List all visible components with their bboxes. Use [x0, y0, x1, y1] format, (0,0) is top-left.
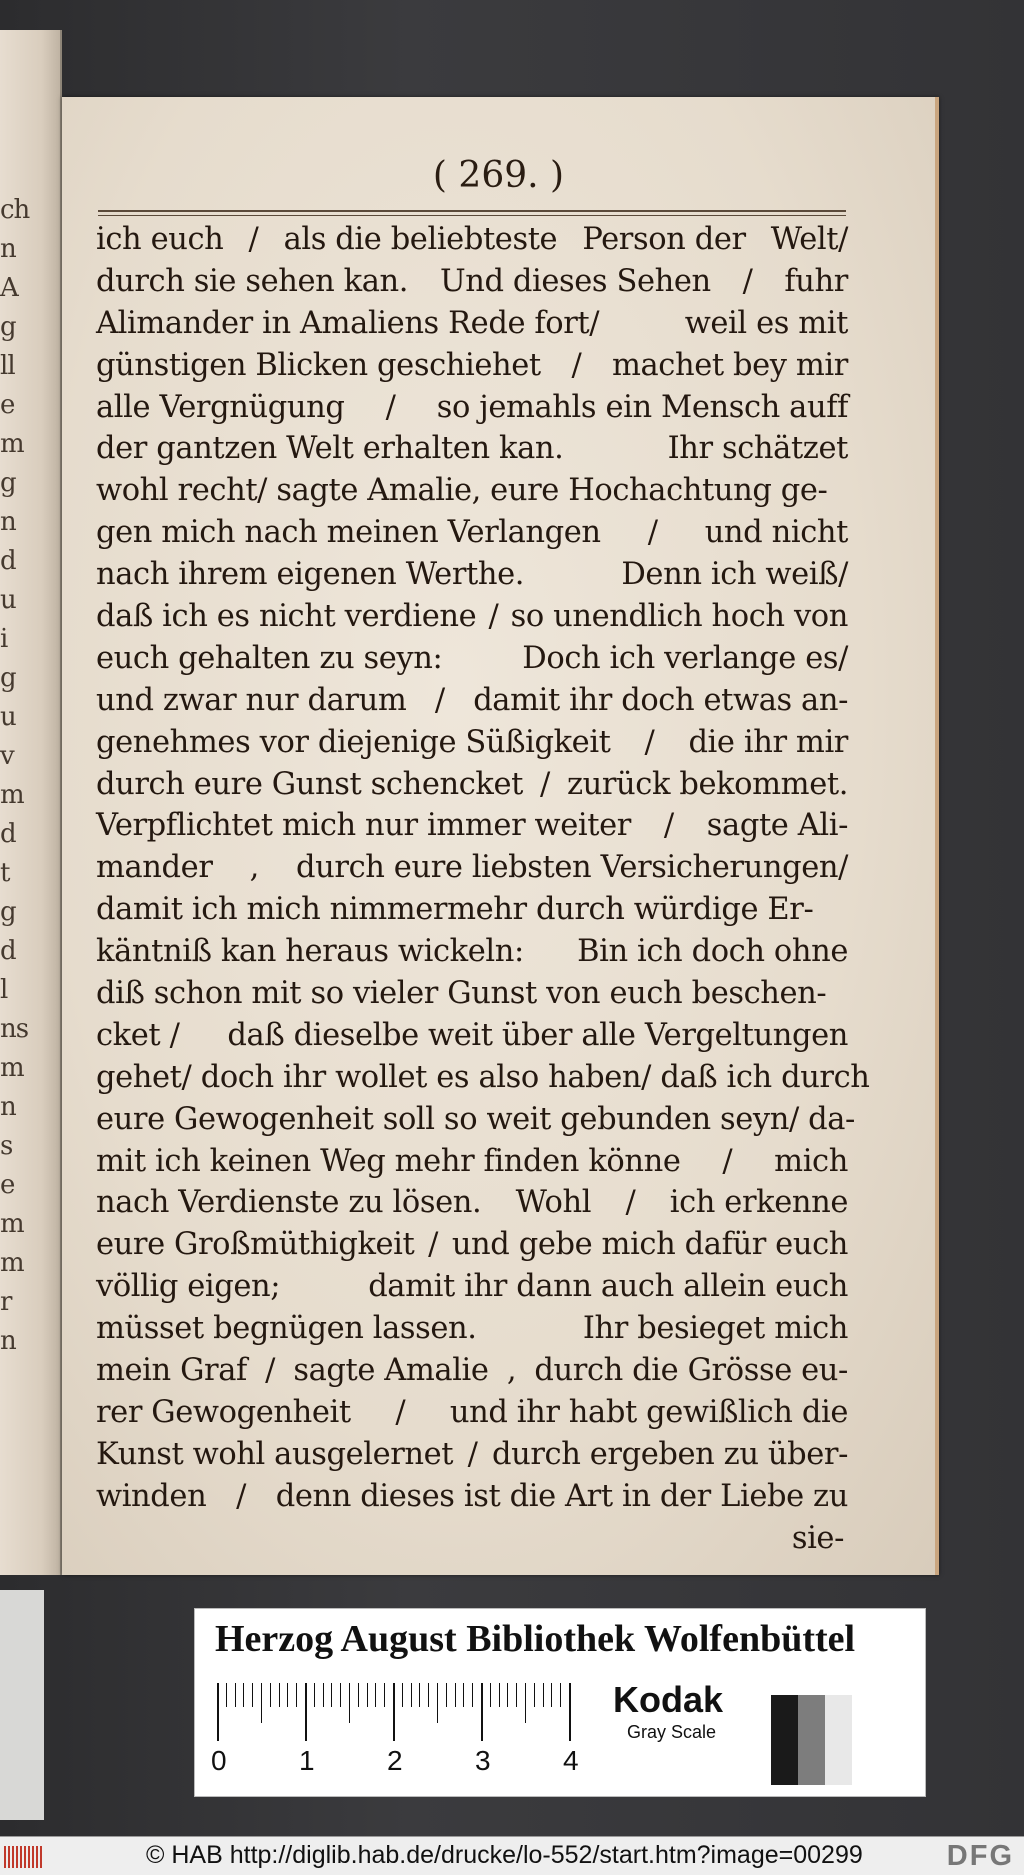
text-segment: winden	[96, 1478, 207, 1514]
text-segment: ich erkenne	[669, 1185, 848, 1221]
text-segment: ich euch	[96, 222, 224, 257]
gray-patch	[825, 1695, 852, 1785]
text-segment: durch sie sehen kan.	[96, 263, 409, 299]
text-line	[96, 638, 848, 680]
text-segment: daß dieselbe weit über alle Vergeltungen	[227, 1017, 848, 1053]
text-segment: /	[571, 347, 582, 383]
text-line	[96, 1015, 848, 1057]
text-segment: und zwar nur darum	[96, 682, 407, 718]
gray-scale-patches	[771, 1695, 852, 1785]
text-segment: durch die Grösse eu-	[534, 1353, 848, 1389]
text-segment: Person der	[582, 222, 746, 257]
text-segment: rer Gewogenheit	[96, 1394, 351, 1430]
ruler-tick	[463, 1683, 464, 1707]
text-segment: und gebe mich dafür euch	[451, 1227, 848, 1263]
page-text	[96, 219, 870, 1560]
text-segment: /	[385, 389, 396, 425]
header-rule	[98, 210, 846, 212]
ruler-tick	[340, 1683, 341, 1707]
text-segment: /	[428, 1227, 439, 1263]
text-segment: müsset begnügen lassen.	[96, 1311, 477, 1347]
text-segment: zurück bekommet.	[566, 766, 848, 802]
previous-page-text-fragment: ns	[0, 1014, 29, 1044]
text-segment: /	[248, 222, 259, 257]
previous-page-text-fragment: A	[0, 273, 18, 303]
text-segment: /	[488, 599, 499, 635]
previous-page-text-fragment: v	[0, 741, 14, 771]
text-segment: Doch ich verlange es/	[522, 640, 848, 676]
text-segment: Und dieses Sehen	[439, 263, 711, 299]
previous-page-text-fragment: m	[0, 1209, 24, 1239]
text-line	[96, 1434, 848, 1476]
text-line	[96, 596, 848, 638]
text-segment: wohl recht/ sagte Amalie, eure Hochachtung ge-	[96, 473, 828, 509]
text-segment: /	[265, 1353, 276, 1389]
ruler-tick	[411, 1683, 412, 1707]
text-segment: Kunst wohl ausgelernet	[96, 1436, 454, 1472]
text-segment: sagte Amalie	[293, 1353, 489, 1389]
text-line	[96, 889, 848, 931]
text-segment: genehmes vor diejenige Süßigkeit	[96, 724, 611, 760]
ruler-tick	[331, 1683, 332, 1707]
ruler-tick	[367, 1683, 368, 1707]
text-segment: /	[236, 1478, 246, 1514]
previous-page-text-fragment: n	[0, 507, 16, 537]
ruler-tick	[217, 1683, 219, 1741]
text-segment: cket /	[96, 1017, 180, 1053]
book-page	[62, 97, 939, 1575]
header-rule-thin	[98, 215, 846, 216]
text-segment: Ihr schätzet	[667, 431, 848, 467]
text-segment: /	[663, 808, 674, 844]
previous-page-text-fragment: m	[0, 429, 24, 459]
ruler-tick	[279, 1683, 280, 1707]
ruler-tick	[499, 1683, 500, 1707]
text-line	[96, 931, 848, 973]
text-segment: Welt/	[770, 222, 848, 257]
scale-ruler	[217, 1683, 587, 1743]
previous-page-text-fragment: l	[0, 975, 8, 1005]
previous-page-text-fragment: n	[0, 234, 16, 264]
previous-page-text-fragment: e	[0, 1170, 15, 1200]
footer-bar	[0, 1836, 1024, 1875]
text-segment: Bin ich doch ohne	[577, 934, 848, 970]
ruler-tick	[481, 1683, 483, 1741]
text-line	[96, 1182, 848, 1224]
ruler-tick	[375, 1683, 376, 1707]
text-line	[96, 428, 848, 470]
text-segment: und nicht	[704, 515, 848, 551]
text-segment: /	[540, 766, 550, 802]
text-line	[96, 1266, 848, 1308]
text-segment: eure Großmüthigkeit	[96, 1227, 415, 1263]
text-segment: nach Verdienste zu lösen.	[96, 1185, 482, 1221]
text-segment: so jemahls ein Mensch auff	[436, 389, 848, 425]
gray-patch	[798, 1695, 825, 1785]
ruler-tick	[323, 1683, 324, 1707]
text-line	[96, 1392, 848, 1434]
text-line	[96, 680, 848, 722]
text-line	[96, 764, 848, 806]
text-line	[96, 1224, 848, 1266]
previous-page-text-fragment: m	[0, 1248, 24, 1278]
gray-patch	[771, 1695, 798, 1785]
dfg-logo: DFG	[946, 1840, 1014, 1872]
text-segment: ,	[506, 1353, 517, 1389]
text-segment: diß schon mit so vieler Gunst von euch beschen-	[96, 976, 827, 1012]
catchword-line	[96, 1518, 848, 1560]
previous-page-text-fragment: n	[0, 1092, 16, 1122]
ruler-tick	[490, 1683, 491, 1707]
text-segment: eure Gewogenheit soll so weit gebunden seyn/ da-	[96, 1101, 855, 1137]
previous-page-text-fragment: ch	[0, 195, 30, 225]
previous-page-text-fragment: d	[0, 546, 16, 576]
text-line	[96, 1141, 848, 1183]
text-line	[96, 387, 848, 429]
previous-page-text-fragment: d	[0, 819, 16, 849]
previous-page-text-fragment: n	[0, 1326, 16, 1356]
text-line	[96, 303, 848, 345]
text-segment: /	[647, 515, 658, 551]
ruler-tick	[551, 1683, 552, 1707]
text-segment: damit ihr doch etwas an-	[473, 682, 848, 718]
ruler-tick	[569, 1683, 571, 1741]
previous-page-text-fragment: g	[0, 468, 16, 498]
ruler-tick	[472, 1683, 473, 1707]
ruler-tick	[419, 1683, 420, 1707]
previous-page-text-fragment: m	[0, 1053, 24, 1083]
text-line	[96, 512, 848, 554]
text-line	[96, 1057, 870, 1099]
previous-page-text-fragment: m	[0, 780, 24, 810]
previous-page-text-fragment: e	[0, 390, 15, 420]
ruler-tick	[305, 1683, 307, 1741]
ruler-tick	[261, 1683, 262, 1723]
catchword: sie-	[791, 1520, 844, 1556]
text-line	[96, 1350, 848, 1392]
text-segment: /	[467, 1436, 478, 1472]
ruler-tick	[270, 1683, 271, 1707]
previous-page-text-fragment: ll	[0, 351, 15, 381]
ruler-tick	[516, 1683, 517, 1707]
text-segment: so unendlich hoch von	[510, 599, 848, 635]
kodak-brand: Kodak	[613, 1679, 724, 1720]
previous-page-text-fragment: g	[0, 897, 16, 927]
text-segment: /	[395, 1394, 406, 1430]
text-segment: /	[742, 263, 753, 299]
previous-page-text-fragment: i	[0, 624, 8, 654]
source-link[interactable]: © HAB http://diglib.hab.de/drucke/lo-552/start.htm?image=00299	[146, 1841, 863, 1869]
gray-scale-label: Gray Scale	[627, 1722, 717, 1742]
ruler-tick	[437, 1683, 438, 1723]
text-segment: /	[722, 1143, 733, 1179]
text-segment: machet bey mir	[611, 347, 848, 383]
ruler-tick	[534, 1683, 535, 1707]
previous-page-text-fragment: d	[0, 936, 16, 966]
text-segment: /	[434, 682, 445, 718]
text-line	[96, 805, 848, 847]
text-segment: Denn ich weiß/	[621, 557, 848, 593]
text-segment: damit ihr dann auch allein euch	[368, 1269, 848, 1305]
library-name: Herzog August Bibliothek Wolfenbüttel	[215, 1618, 856, 1660]
text-segment: Alimander in Amaliens Rede fort/	[96, 305, 600, 341]
ruler-tick	[314, 1683, 315, 1707]
text-segment: durch eure Gunst schencket	[96, 766, 523, 802]
text-segment: günstigen Blicken geschiehet	[96, 347, 541, 383]
ruler-number: 3	[475, 1745, 491, 1776]
ruler-tick	[428, 1683, 429, 1707]
previous-page-text-fragment: u	[0, 585, 16, 615]
text-segment: mander	[96, 850, 213, 886]
text-segment: fuhr	[784, 263, 848, 299]
hab-logo-icon	[4, 1846, 44, 1868]
text-segment: alle Vergnügung	[96, 389, 345, 425]
text-segment: und ihr habt gewißlich die	[449, 1394, 848, 1430]
text-line	[96, 554, 848, 596]
previous-page-text-fragment: u	[0, 702, 16, 732]
text-segment: durch ergeben zu über-	[491, 1436, 848, 1472]
color-calibration-card	[194, 1608, 926, 1797]
page-number: ( 269. )	[432, 155, 565, 196]
text-segment: weil es mit	[684, 305, 848, 341]
previous-page-text-fragment: s	[0, 1131, 13, 1161]
text-segment: ,	[249, 850, 259, 886]
text-segment: Verpflichtet mich nur immer weiter	[96, 808, 631, 844]
ruler-number: 0	[211, 1745, 227, 1776]
text-segment: durch eure liebsten Versicherungen/	[296, 850, 848, 886]
text-segment: damit ich mich nimmermehr durch würdige Er-	[96, 892, 814, 928]
text-segment: gehet/ doch ihr wollet es also haben/ daß ich durch	[96, 1059, 870, 1095]
text-line	[96, 1308, 848, 1350]
ruler-tick	[402, 1683, 403, 1707]
previous-page-text-fragment: g	[0, 663, 16, 693]
text-line	[96, 261, 848, 303]
text-line	[96, 1099, 855, 1141]
text-segment: als die beliebteste	[283, 222, 558, 257]
text-line	[96, 722, 848, 764]
ruler-number: 4	[563, 1745, 579, 1776]
ruler-tick	[243, 1683, 244, 1707]
ruler-tick	[560, 1683, 561, 1707]
ruler-tick	[507, 1683, 508, 1707]
ruler-tick	[252, 1683, 253, 1707]
text-segment: denn dieses ist die Art in der Liebe zu	[275, 1478, 848, 1514]
ruler-tick	[235, 1683, 236, 1707]
text-line	[96, 847, 848, 889]
ruler-tick	[287, 1683, 288, 1707]
text-segment: Wohl	[515, 1185, 592, 1221]
left-edge-strip	[0, 1590, 44, 1820]
ruler-tick	[543, 1683, 544, 1707]
text-segment: mich	[774, 1143, 848, 1179]
text-segment: käntniß kan heraus wickeln:	[96, 934, 524, 970]
ruler-tick	[349, 1683, 350, 1723]
text-segment: /	[644, 724, 655, 760]
ruler-number: 2	[387, 1745, 403, 1776]
text-line	[96, 1476, 848, 1518]
text-line	[96, 345, 848, 387]
ruler-tick	[226, 1683, 227, 1707]
previous-page-text-fragment: g	[0, 312, 16, 342]
ruler-tick	[384, 1683, 385, 1707]
text-segment: /	[625, 1185, 636, 1221]
text-segment: die ihr mir	[688, 724, 848, 760]
ruler-number: 1	[299, 1745, 315, 1776]
ruler-tick	[393, 1683, 395, 1741]
previous-page-edge	[0, 30, 62, 1575]
ruler-tick	[525, 1683, 526, 1723]
text-segment: mit ich keinen Weg mehr finden könne	[96, 1143, 681, 1179]
text-segment: euch gehalten zu seyn:	[96, 640, 443, 676]
text-segment: sagte Ali-	[706, 808, 848, 844]
ruler-tick	[296, 1683, 297, 1707]
text-line	[96, 219, 848, 261]
text-segment: Ihr besieget mich	[582, 1311, 848, 1347]
ruler-tick	[446, 1683, 447, 1707]
text-segment: daß ich es nicht verdiene	[96, 599, 477, 635]
ruler-tick	[358, 1683, 359, 1707]
previous-page-text-fragment: t	[0, 858, 10, 888]
text-segment: mein Graf	[96, 1353, 247, 1389]
ruler-tick	[455, 1683, 456, 1707]
text-line	[96, 470, 848, 512]
text-segment: der gantzen Welt erhalten kan.	[96, 431, 564, 467]
text-segment: nach ihrem eigenen Werthe.	[96, 557, 525, 593]
previous-page-text-fragment: r	[0, 1287, 12, 1317]
text-line	[96, 973, 848, 1015]
text-segment: gen mich nach meinen Verlangen	[96, 515, 601, 551]
text-segment: völlig eigen;	[96, 1269, 281, 1305]
